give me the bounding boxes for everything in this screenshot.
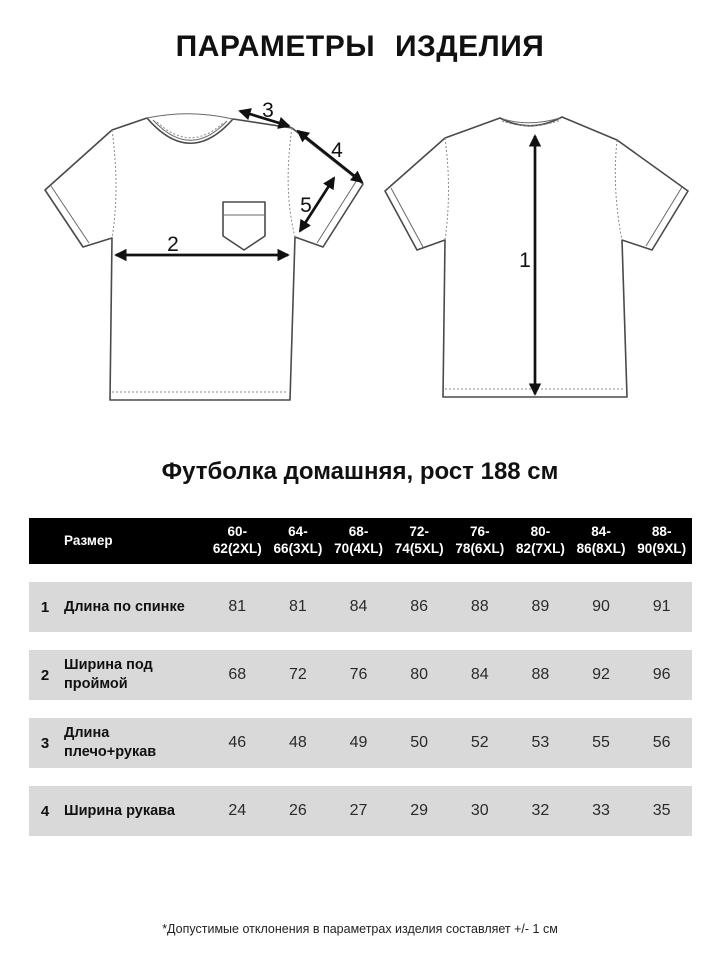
row-label: Длина по спинке	[61, 582, 207, 632]
row-value: 81	[207, 582, 268, 632]
row-value: 29	[389, 786, 450, 836]
row-number: 1	[29, 582, 61, 632]
row-value: 27	[328, 786, 389, 836]
row-value: 32	[510, 786, 571, 836]
row-value: 68	[207, 650, 268, 700]
dim-label-3: 3	[262, 99, 274, 122]
row-number: 3	[29, 718, 61, 768]
row-value: 26	[268, 786, 329, 836]
size-col-header: 60-62(2XL)	[207, 518, 268, 564]
tshirt-back-drawing	[385, 117, 688, 397]
row-value: 24	[207, 786, 268, 836]
tolerance-footnote: *Допустимые отклонения в параметрах изделия составляет +/- 1 см	[162, 922, 558, 936]
row-number: 2	[29, 650, 61, 700]
row-value: 84	[450, 650, 511, 700]
row-value: 72	[268, 650, 329, 700]
row-value: 90	[571, 582, 632, 632]
row-value: 53	[510, 718, 571, 768]
row-value: 35	[631, 786, 692, 836]
size-col-header: 84-86(8XL)	[571, 518, 632, 564]
row-value: 88	[510, 650, 571, 700]
row-value: 91	[631, 582, 692, 632]
row-value: 55	[571, 718, 632, 768]
row-value: 86	[389, 582, 450, 632]
size-table-header-corner	[29, 518, 61, 564]
size-col-header: 64-66(3XL)	[268, 518, 329, 564]
row-value: 33	[571, 786, 632, 836]
row-value: 96	[631, 650, 692, 700]
size-table-container	[29, 500, 692, 854]
size-table-header-row	[29, 518, 692, 564]
page-title: ПАРАМЕТРЫ ИЗДЕЛИЯ	[175, 30, 545, 63]
row-value: 80	[389, 650, 450, 700]
row-value: 48	[268, 718, 329, 768]
size-col-header: 80-82(7XL)	[510, 518, 571, 564]
size-col-header: 88-90(9XL)	[631, 518, 692, 564]
row-value: 52	[450, 718, 511, 768]
size-col-header: 72-74(5XL)	[389, 518, 450, 564]
tshirt-measurement-diagram	[0, 90, 720, 420]
dim-label-4: 4	[331, 139, 343, 162]
tshirt-front-drawing	[45, 114, 363, 400]
table-row	[29, 582, 692, 632]
size-table	[29, 500, 692, 854]
size-col-header: 68-70(4XL)	[328, 518, 389, 564]
dim-label-2: 2	[167, 233, 179, 256]
dim-label-1: 1	[519, 249, 531, 272]
table-row	[29, 718, 692, 768]
row-value: 92	[571, 650, 632, 700]
size-table-header-size: Размер	[61, 518, 207, 564]
row-value: 49	[328, 718, 389, 768]
row-value: 50	[389, 718, 450, 768]
table-row	[29, 650, 692, 700]
row-value: 30	[450, 786, 511, 836]
product-subtitle: Футболка домашняя, рост 188 см	[161, 458, 559, 485]
table-row	[29, 786, 692, 836]
row-number: 4	[29, 786, 61, 836]
dim-label-5: 5	[300, 194, 312, 217]
row-value: 89	[510, 582, 571, 632]
row-value: 46	[207, 718, 268, 768]
row-label: Ширина под проймой	[61, 650, 207, 700]
row-value: 76	[328, 650, 389, 700]
row-value: 81	[268, 582, 329, 632]
row-value: 88	[450, 582, 511, 632]
row-value: 84	[328, 582, 389, 632]
row-label: Длина плечо+рукав	[61, 718, 207, 768]
size-col-header: 76-78(6XL)	[450, 518, 511, 564]
row-label: Ширина рукава	[61, 786, 207, 836]
row-value: 56	[631, 718, 692, 768]
